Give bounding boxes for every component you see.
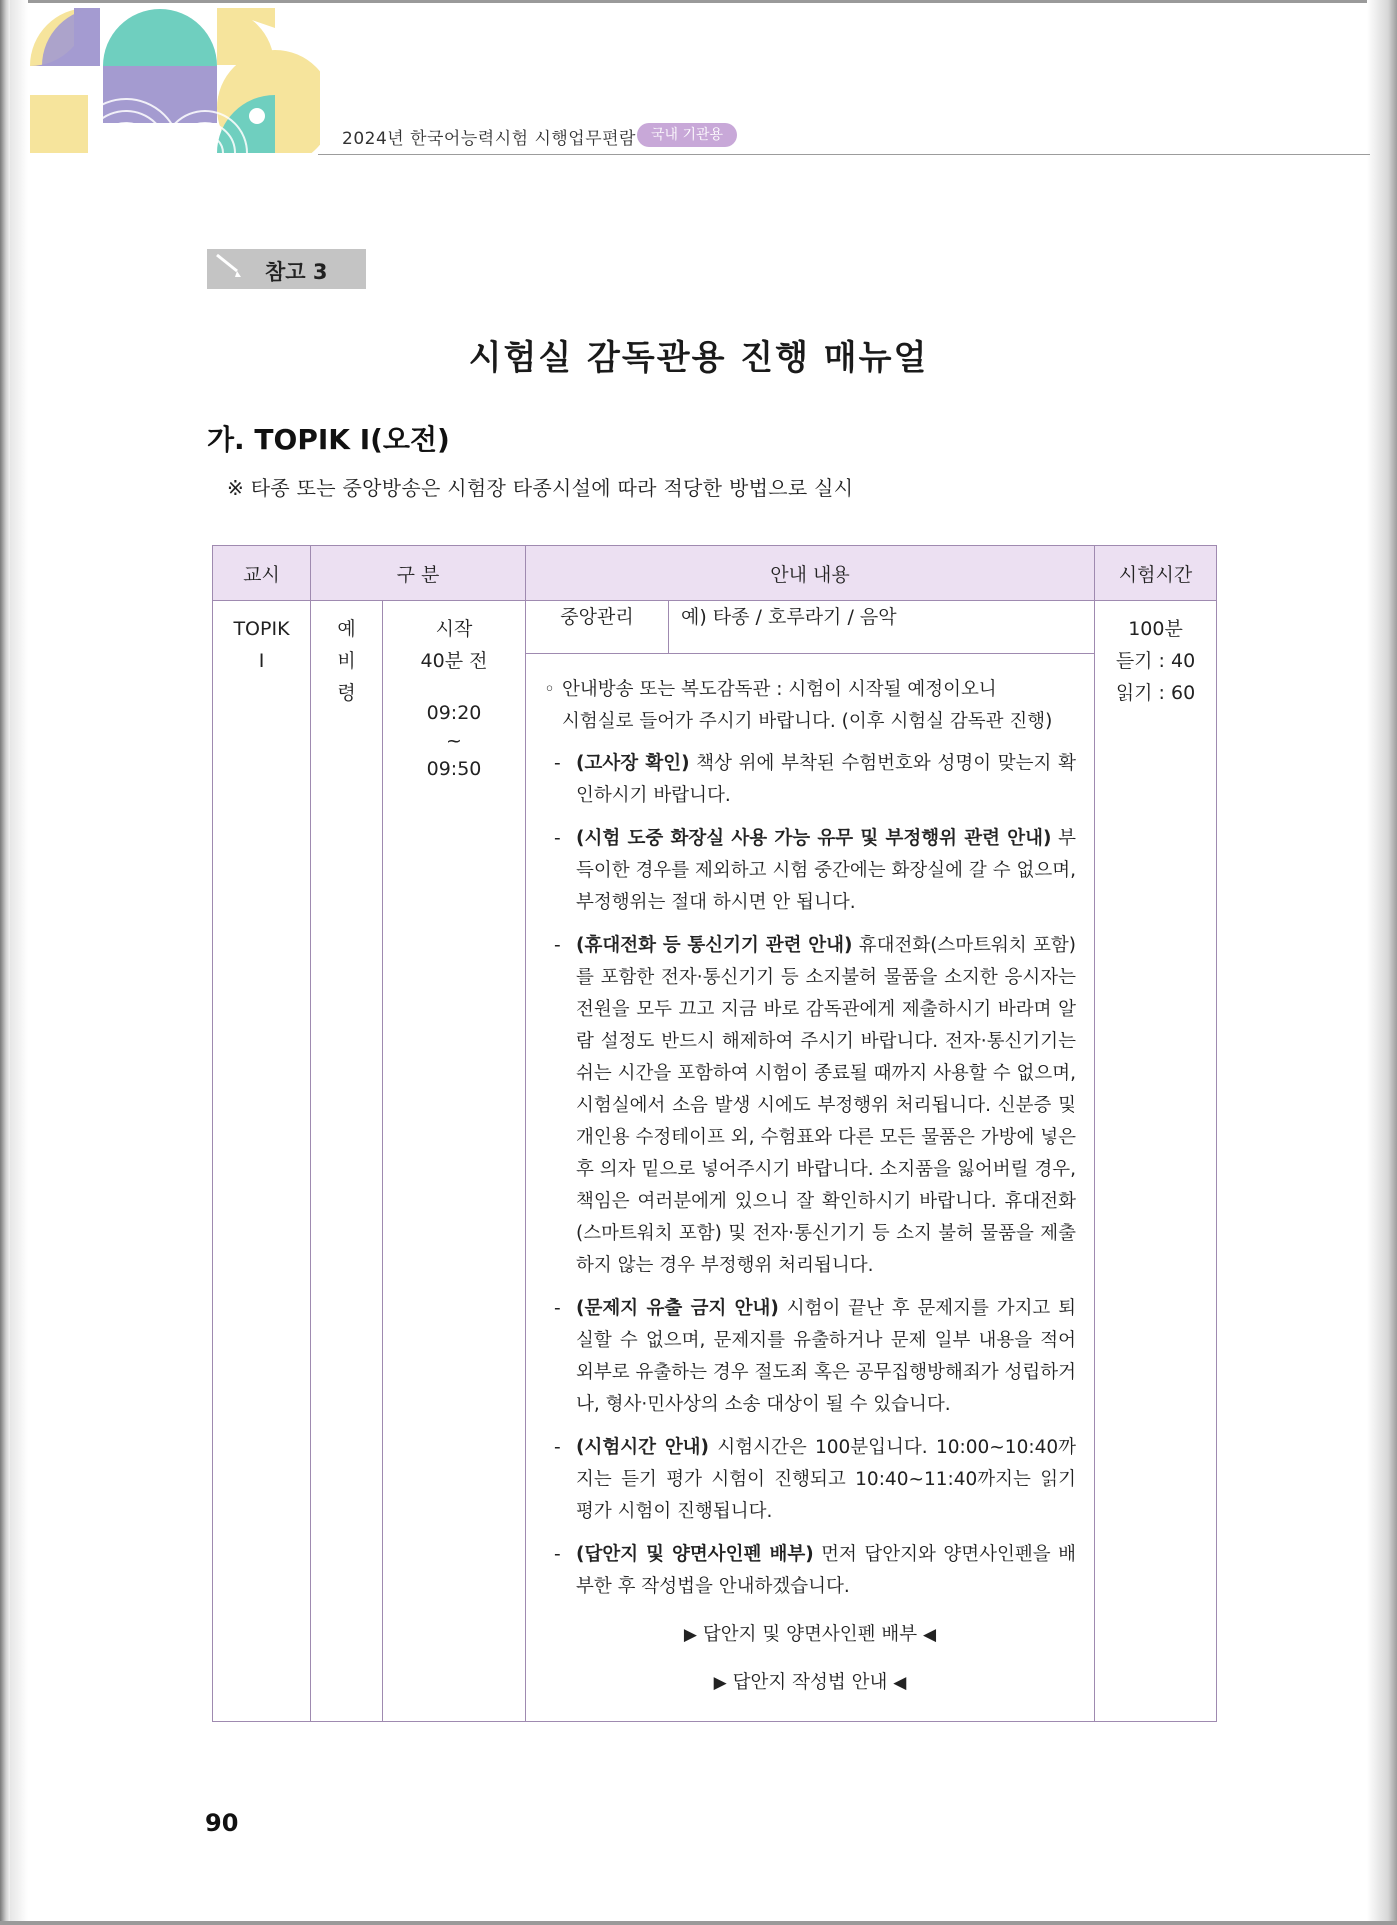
page-right-edge-shadow <box>1367 0 1397 1925</box>
intro-line: 시험실로 들어가 주시기 바랍니다. (이후 시험실 감독관 진행) <box>562 711 1053 732</box>
step-label: 답안지 작성법 안내 <box>732 1672 888 1693</box>
guidance-item-body: 휴대전화(스마트워치 포함)를 포함한 전자·통신기기 등 소지불허 물품을 소지한 응시자는 전원을 모두 끄고 지금 바로 감독관에게 제출하시기 바라며 알람 설정도 반드시 해제하여 주시기 바랍니다. 전자·통신기기는 쉬는 시간을 포함하여 시험이 종료될 때까지 사용할 수 없으며, 시험실에서 소음 발생 시에도 부정행위 처리됩니다. 신분증 및 개인용 수정테이프 외, 수험표와 다른 모든 물품은 가방에 넣은 후 의자 밑으로 넣어주시기 바랍니다. 소지품을 잃어버릴 경우, 책임은 여러분에게 있으니 잘 확인하시기 바랍니다. 휴대전화(스마트워치 포함) 및 전자·통신기기 등 소지 불허 물품을 제출하지 않는 경우 부정행위 처리됩니다. <box>576 935 1077 1276</box>
bullet-icon: ◦ <box>544 679 555 700</box>
intro-line: 안내방송 또는 복도감독관 : 시험이 시작될 예정이오니 <box>562 679 997 700</box>
step-answer-sheet-guide <box>544 1667 1076 1699</box>
header-divider <box>318 154 1370 155</box>
manual-table <box>212 545 1217 1722</box>
guidance-item-body: 시험시간은 100분입니다. 10:00~10:40까지는 듣기 평가 시험이 진행되고 10:40~11:40까지는 읽기 평가 시험이 진행됩니다. <box>576 1437 1076 1522</box>
section-note: ※ 타종 또는 중앙방송은 시험장 타종시설에 따라 적당한 방법으로 실시 <box>227 476 854 500</box>
section-heading: 가. TOPIK Ⅰ(오전) <box>207 423 450 456</box>
dash-marker: - <box>554 935 561 956</box>
bell-char: 예 <box>337 618 356 640</box>
period-line: TOPIK <box>233 618 290 640</box>
central-label-cell <box>526 601 669 654</box>
page-spine-highlight <box>10 0 28 1925</box>
table-row <box>213 601 1217 654</box>
guidance-content-cell <box>526 654 1095 1722</box>
step-distribute-answer-sheets <box>544 1619 1076 1651</box>
corner-arrow-icon <box>215 253 245 283</box>
exam-time-cell <box>1095 601 1217 1722</box>
bell-char: 령 <box>337 682 356 704</box>
header-badge: 국내 기관용 <box>637 123 737 147</box>
page-bottom-edge <box>0 1921 1397 1925</box>
guidance-item <box>554 748 1076 812</box>
start-offset: 40분 전 <box>420 650 488 672</box>
header-decoration <box>30 8 320 153</box>
central-value: 예) 타종 / 호루라기 / 음악 <box>681 606 897 628</box>
guidance-item-title: (시험시간 안내) <box>576 1437 710 1458</box>
exam-time-listening: 듣기 : 40 <box>1115 650 1196 672</box>
reference-tab <box>207 249 366 289</box>
guidance-item-title: (문제지 유출 금지 안내) <box>576 1298 779 1319</box>
table-header-row <box>213 546 1217 601</box>
start-label: 시작 <box>435 618 473 640</box>
central-value-cell <box>669 601 1095 654</box>
guidance-item-body: 먼저 답안지와 양면사인펜을 배부한 후 작성법을 안내하겠습니다. <box>576 1544 1076 1597</box>
right-triangle-icon: ▶ <box>683 1625 697 1645</box>
guidance-item-title: (답안지 및 양면사인펜 배부) <box>576 1544 814 1565</box>
time-tilde: ~ <box>446 730 462 752</box>
bell-char: 비 <box>337 650 356 672</box>
time-from: 09:20 <box>426 702 482 724</box>
dash-marker: - <box>554 1298 561 1319</box>
guidance-item <box>554 930 1076 1282</box>
dash-marker: - <box>554 753 561 774</box>
guidance-item <box>554 1432 1076 1528</box>
exam-time-reading: 읽기 : 60 <box>1115 682 1196 704</box>
guidance-item-body: 시험이 끝난 후 문제지를 가지고 퇴실할 수 없으며, 문제지를 유출하거나 문제 일부 내용을 적어 외부로 유출하는 경우 절도죄 혹은 공무집행방해죄가 성립하거나, 형사·민사상의 소송 대상이 될 수 있습니다. <box>576 1298 1076 1415</box>
time-to: 09:50 <box>426 758 482 780</box>
dash-marker: - <box>554 828 561 849</box>
header-content: 안내 내용 <box>526 546 1095 601</box>
header-exam-time: 시험시간 <box>1095 546 1217 601</box>
right-triangle-icon: ▶ <box>713 1673 727 1693</box>
guidance-item-title: (휴대전화 등 통신기기 관련 안내) <box>576 935 853 956</box>
header-period: 교시 <box>213 546 311 601</box>
period-line: Ⅰ <box>258 650 265 672</box>
start-time-cell <box>383 601 526 1722</box>
reference-label: 참고 3 <box>265 260 328 284</box>
exam-time-total: 100분 <box>1128 618 1183 640</box>
guidance-item <box>554 1293 1076 1421</box>
step-label: 답안지 및 양면사인펜 배부 <box>702 1624 918 1645</box>
document-title: 시험실 감독관용 진행 매뉴얼 <box>468 338 929 378</box>
intro-paragraph <box>544 674 1076 738</box>
guidance-item <box>554 1539 1076 1603</box>
dash-marker: - <box>554 1544 561 1565</box>
bell-cell <box>311 601 383 1722</box>
page-number: 90 <box>205 1809 239 1837</box>
period-cell <box>213 601 311 1722</box>
central-label: 중앙관리 <box>560 606 634 628</box>
dash-marker: - <box>554 1437 561 1458</box>
guidance-item <box>554 823 1076 919</box>
page-spine-shadow <box>0 0 10 1925</box>
left-triangle-icon: ◀ <box>923 1625 937 1645</box>
guidance-item-title: (고사장 확인) <box>576 753 690 774</box>
guidance-item-title: (시험 도중 화장실 사용 가능 유무 및 부정행위 관련 안내) <box>576 828 1052 849</box>
guidance-item-body: 부득이한 경우를 제외하고 시험 중간에는 화장실에 갈 수 없으며, 부정행위는 절대 하시면 안 됩니다. <box>576 828 1076 913</box>
left-triangle-icon: ◀ <box>893 1673 907 1693</box>
page-top-edge <box>0 0 1397 3</box>
header-category: 구 분 <box>311 546 526 601</box>
guidance-item-body: 책상 위에 부착된 수험번호와 성명이 맞는지 확인하시기 바랍니다. <box>576 753 1076 806</box>
header-title: 2024년 한국어능력시험 시행업무편람 <box>342 129 636 149</box>
